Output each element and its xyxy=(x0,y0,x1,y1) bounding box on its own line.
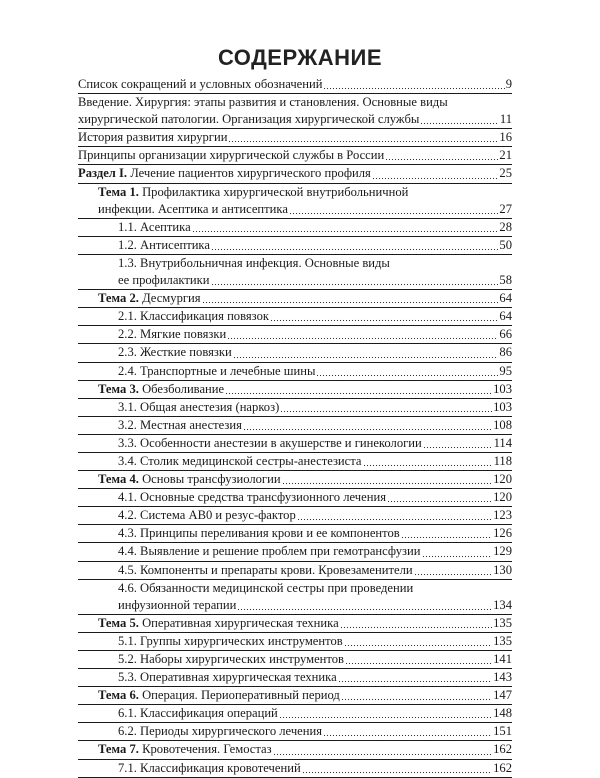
toc-entry-title-line1: 4.6. Обязанности медицинской сестры при проведении xyxy=(118,580,414,595)
toc-entry-title: 6.1. Классификация операций xyxy=(118,706,278,721)
dot-leader xyxy=(372,169,499,180)
toc-entry[interactable] xyxy=(78,219,512,237)
toc-entry-title: 2.3. Жесткие повязки xyxy=(118,345,232,360)
toc-page-number: 64 xyxy=(499,309,512,324)
toc-entry-prefix: Тема 1. xyxy=(98,184,139,199)
toc-entry[interactable] xyxy=(78,435,512,453)
toc-entry[interactable] xyxy=(78,290,512,308)
toc-entry-title: 3.4. Столик медицинской сестры-анестезиста xyxy=(118,453,362,468)
toc-page-number: 66 xyxy=(499,327,512,342)
toc-entry[interactable] xyxy=(78,760,512,778)
toc-page-number: 25 xyxy=(499,166,512,181)
toc-entry[interactable] xyxy=(78,308,512,326)
toc-entry-prefix: Тема 7. xyxy=(98,742,139,757)
toc-entry-title-line1: Введение. Хирургия: этапы развития и становления. Основные виды xyxy=(78,95,448,110)
toc-entry-prefix: Раздел I. xyxy=(78,166,128,181)
toc-page-number: 95 xyxy=(499,363,512,378)
toc-entry-title: 2.4. Транспортные и лечебные шины xyxy=(118,363,316,378)
dot-leader xyxy=(243,420,492,431)
toc-page-number: 141 xyxy=(493,652,512,666)
toc-entry-title: хирургической патологии. Организация хирургической службы xyxy=(78,112,420,127)
toc-entry-title: Кровотечения. Гемостаз xyxy=(142,742,272,757)
toc-page-number: 151 xyxy=(493,724,512,739)
dot-leader xyxy=(280,402,492,413)
toc-entry-prefix: Тема 2. xyxy=(98,291,139,306)
dot-leader xyxy=(273,745,492,756)
toc-entry[interactable] xyxy=(78,129,512,147)
dot-leader xyxy=(237,600,492,611)
toc-page-number: 86 xyxy=(499,345,512,360)
toc-entry-title: 4.3. Принципы переливания крови и ее компонентов xyxy=(118,526,400,541)
dot-leader xyxy=(211,275,499,286)
dot-leader xyxy=(414,565,493,576)
toc-entry[interactable] xyxy=(78,669,512,687)
toc-entry-prefix: Тема 6. xyxy=(98,688,139,703)
toc-entry-title: 7.1. Классификация кровотечений xyxy=(118,760,301,775)
toc-page-number: 135 xyxy=(493,615,512,630)
toc-page-number: 58 xyxy=(499,273,512,288)
dot-leader xyxy=(302,763,492,774)
toc-entry-title: 5.1. Группы хирургических инструментов xyxy=(118,633,343,648)
dot-leader xyxy=(340,618,492,629)
toc-page-number: 120 xyxy=(493,472,512,487)
toc-entry[interactable] xyxy=(78,399,512,417)
dot-leader xyxy=(363,456,493,467)
toc-entry[interactable] xyxy=(78,687,512,705)
toc-page-number: 162 xyxy=(493,742,512,757)
toc-page-number: 162 xyxy=(493,760,512,775)
toc-entry-prefix: Тема 4. xyxy=(98,472,139,487)
toc-page-number: 108 xyxy=(493,417,512,432)
dot-leader xyxy=(345,654,492,665)
toc-page-number: 16 xyxy=(499,130,512,145)
toc-entry-prefix: Тема 5. xyxy=(98,615,139,630)
dot-leader xyxy=(192,222,499,233)
toc-entry[interactable] xyxy=(78,94,512,129)
toc-page-number: 130 xyxy=(493,562,512,577)
toc-page-number: 143 xyxy=(493,670,512,685)
toc-entry-title: 4.2. Система АВ0 и резус-фактор xyxy=(118,508,296,523)
toc-entry[interactable] xyxy=(78,489,512,507)
dot-leader xyxy=(289,204,498,215)
toc-entry-title: Лечение пациентов хирургического профиля xyxy=(130,166,371,181)
toc-entry[interactable] xyxy=(78,184,512,219)
dot-leader xyxy=(316,366,498,377)
toc-entry-title: 3.2. Местная анестезия xyxy=(118,417,242,432)
toc-entry[interactable] xyxy=(78,741,512,759)
toc-entry-title: ее профилактики xyxy=(118,273,210,288)
toc-entry-title: инфекции. Асептика и антисептика xyxy=(98,201,288,216)
toc-page-number: 27 xyxy=(499,201,512,216)
toc-entry[interactable] xyxy=(78,651,512,669)
toc-page-number: 120 xyxy=(493,490,512,505)
dot-leader xyxy=(323,726,492,737)
toc-page-number: 148 xyxy=(493,706,512,721)
dot-leader xyxy=(341,690,492,701)
dot-leader xyxy=(338,672,492,683)
toc-entry[interactable] xyxy=(78,615,512,633)
toc-page-number: 11 xyxy=(499,112,512,127)
dot-leader xyxy=(228,132,498,143)
toc-entry[interactable] xyxy=(78,76,512,94)
toc-entry[interactable] xyxy=(78,580,512,615)
toc-entry-title: 5.3. Оперативная хирургическая техника xyxy=(118,670,337,685)
dot-leader xyxy=(422,547,493,558)
dot-leader xyxy=(385,150,498,161)
toc-entry-title: Обезболивание xyxy=(142,381,225,396)
toc-entry-title: 1.2. Антисептика xyxy=(118,237,210,252)
toc-entry[interactable] xyxy=(78,543,512,561)
toc-page-number: 50 xyxy=(499,237,512,252)
toc-entry[interactable] xyxy=(78,417,512,435)
toc-entry[interactable] xyxy=(78,723,512,741)
toc-entry-title: Основы трансфузиологии xyxy=(142,472,281,487)
toc-entry[interactable] xyxy=(78,381,512,399)
dot-leader xyxy=(279,708,492,719)
toc-page-number: 64 xyxy=(499,291,512,306)
table-of-contents xyxy=(78,76,512,778)
toc-page-number: 135 xyxy=(493,633,512,648)
toc-entry[interactable] xyxy=(78,705,512,723)
toc-entry-title: Оперативная хирургическая техника xyxy=(142,615,339,630)
toc-entry[interactable] xyxy=(78,471,512,489)
dot-leader xyxy=(420,114,499,125)
dot-leader xyxy=(211,240,498,251)
toc-entry[interactable] xyxy=(78,344,512,362)
toc-entry-title: История развития хирургии xyxy=(78,130,228,145)
dot-leader xyxy=(423,438,493,449)
toc-entry[interactable] xyxy=(78,507,512,525)
toc-entry[interactable] xyxy=(78,633,512,651)
toc-entry-title: 4.4. Выявление и решение проблем при гемотрансфузии xyxy=(118,544,421,559)
toc-entry-title: 4.5. Компоненты и препараты крови. Кровезаменители xyxy=(118,562,413,577)
toc-entry[interactable] xyxy=(78,525,512,543)
toc-entry-title-line1: 1.3. Внутрибольничная инфекция. Основные виды xyxy=(118,255,390,270)
toc-entry-title: 4.1. Основные средства трансфузионного лечения xyxy=(118,490,386,505)
toc-entry-title: 5.2. Наборы хирургических инструментов xyxy=(118,652,344,666)
toc-entry[interactable] xyxy=(78,363,512,381)
toc-entry-title: инфузионной терапии xyxy=(118,597,237,612)
toc-page-number: 126 xyxy=(493,526,512,541)
dot-leader xyxy=(282,474,493,485)
dot-leader xyxy=(225,384,492,395)
toc-entry-title-line1: Профилактика хирургической внутрибольничной xyxy=(142,184,409,199)
toc-page-number: 114 xyxy=(493,435,512,450)
dot-leader xyxy=(344,636,492,647)
toc-entry-prefix: Тема 3. xyxy=(98,381,139,396)
dot-leader xyxy=(270,311,498,322)
dot-leader xyxy=(387,492,492,503)
toc-entry-title: 3.3. Особенности анестезии в акушерстве и гинекологии xyxy=(118,435,422,450)
toc-entry[interactable] xyxy=(78,237,512,255)
toc-entry-title: 3.1. Общая анестезия (наркоз) xyxy=(118,399,280,414)
toc-page-number: 147 xyxy=(493,688,512,703)
dot-leader xyxy=(323,79,504,90)
toc-entry-title: 2.2. Мягкие повязки xyxy=(118,327,227,342)
toc-entry[interactable] xyxy=(78,562,512,580)
dot-leader xyxy=(202,293,499,304)
toc-entry-title: Список сокращений и условных обозначений xyxy=(78,77,323,91)
toc-entry[interactable] xyxy=(78,147,512,165)
toc-page-number: 21 xyxy=(499,148,512,163)
toc-entry-title: Десмургия xyxy=(142,291,201,306)
toc-entry[interactable] xyxy=(78,165,512,183)
toc-page-number: 134 xyxy=(493,597,512,612)
toc-entry-title: Операция. Периоперативный период xyxy=(142,688,340,703)
toc-page-number: 103 xyxy=(493,381,512,396)
toc-page-number: 129 xyxy=(493,544,512,559)
toc-entry-title: 1.1. Асептика xyxy=(118,219,191,234)
toc-entry-title: Принципы организации хирургической службы в России xyxy=(78,148,385,163)
toc-entry[interactable] xyxy=(78,255,512,290)
toc-page-number: 118 xyxy=(493,453,512,468)
dot-leader xyxy=(233,348,499,359)
toc-entry-title: 2.1. Классификация повязок xyxy=(118,309,269,324)
dot-leader xyxy=(401,528,492,539)
toc-entry[interactable] xyxy=(78,326,512,344)
toc-entry[interactable] xyxy=(78,453,512,471)
dot-leader xyxy=(297,510,492,521)
toc-page-number: 9 xyxy=(505,77,512,91)
dot-leader xyxy=(227,329,498,340)
page-title: СОДЕРЖАНИЕ xyxy=(217,45,383,70)
toc-page-number: 103 xyxy=(493,399,512,414)
toc-page-number: 28 xyxy=(499,219,512,234)
toc-entry-title: 6.2. Периоды хирургического лечения xyxy=(118,724,323,739)
toc-page-number: 123 xyxy=(493,508,512,523)
